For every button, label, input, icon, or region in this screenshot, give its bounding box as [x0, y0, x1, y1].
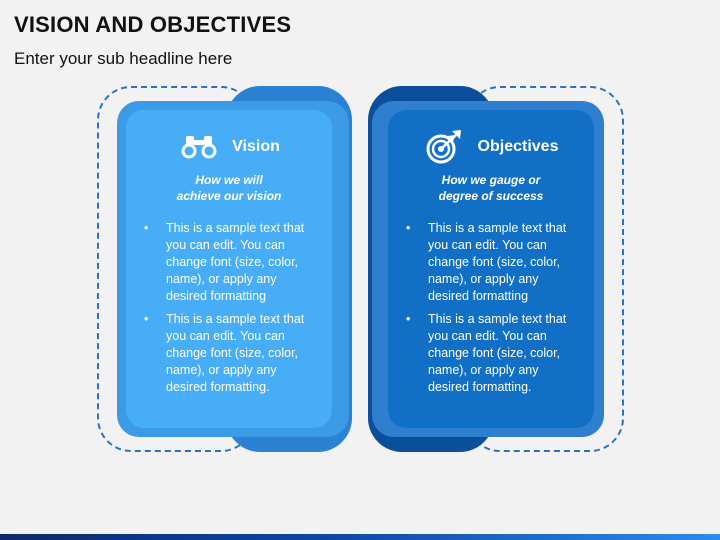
vision-header [126, 134, 332, 160]
objectives-card [388, 110, 594, 428]
footer-bar [0, 534, 720, 540]
list-item: • This is a sample text that you can edit. You can change font (size, color, name), or apply any desired formatting. [166, 311, 320, 396]
objectives-label: Objectives [477, 138, 559, 155]
page-title: VISION AND OBJECTIVES [14, 12, 292, 37]
vision-card [126, 110, 332, 428]
list-item: • This is a sample text that you can edit. You can change font (size, color, name), or apply any desired formatting. [428, 311, 582, 396]
vision-bullet-list [126, 220, 332, 396]
objectives-tagline-line2: degree of success [438, 189, 544, 203]
vision-tagline-line2: achieve our vision [176, 189, 282, 203]
vision-tagline-line1: How we will [195, 173, 263, 187]
page-subtitle: Enter your sub headline here [14, 49, 233, 68]
objectives-tagline-line1: How we gauge or [441, 173, 541, 187]
binoculars-icon [178, 133, 220, 161]
objectives-tagline [388, 172, 594, 204]
objectives-bullet-list [388, 220, 594, 396]
vision-label: Vision [232, 138, 280, 155]
list-item: • This is a sample text that you can edit. You can change font (size, color, name), or apply any desired formatting [428, 220, 582, 305]
objectives-header [388, 134, 594, 160]
vision-tagline [126, 172, 332, 204]
target-icon [424, 133, 466, 161]
list-item: • This is a sample text that you can edit. You can change font (size, color, name), or apply any desired formatting [166, 220, 320, 305]
